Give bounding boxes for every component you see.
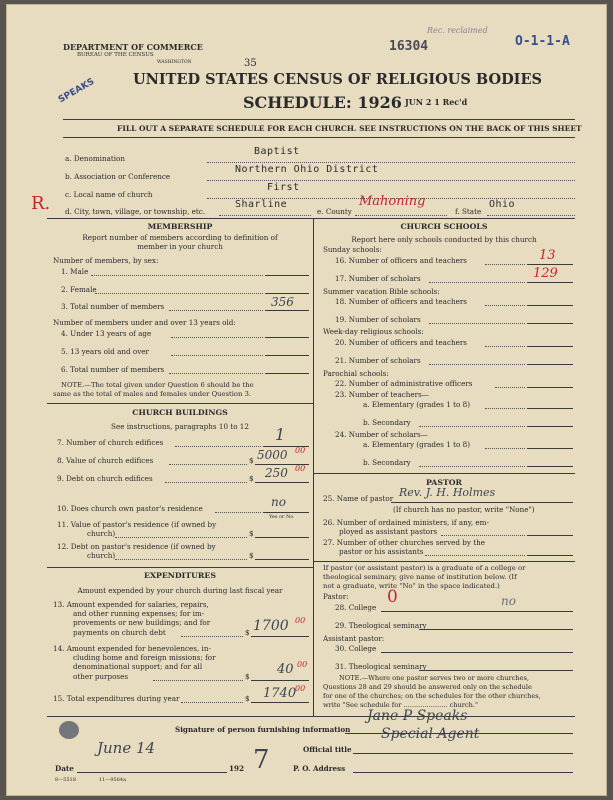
q15-label: 15. Total expenditures during year [53,694,180,703]
county-label: e. County [317,207,352,216]
q14-label: 14. Amount expended for benevolences, in- [53,644,211,653]
answer-line [263,512,309,513]
address-line [353,772,573,773]
answer-line [419,670,573,671]
q17-label: 17. Number of scholars [335,274,421,283]
leader [495,387,525,388]
q14-label-4: other purposes [73,672,129,681]
page-title: UNITED STATES CENSUS OF RELIGIOUS BODIES [133,71,542,88]
divider [47,567,313,568]
denomination-line [207,162,575,163]
q28-mark: 0 [387,587,398,607]
q26-label: 26. Number of ordained ministers, if any, em- [323,518,489,527]
local-name-value: First [267,182,300,193]
leader [169,373,263,374]
signature-value: Jane P Speaks [367,708,468,724]
print-code-2: 11—9564a [99,777,127,783]
leader [485,448,525,449]
q4-label: 4. Under 13 years of age [61,329,152,338]
ink-blot [59,721,79,739]
received-stamp: JUN 2 1 Rec'd [405,97,468,107]
q15-value: 1740 [263,686,297,701]
leader [115,559,247,560]
leader [91,275,263,276]
divider [47,403,313,404]
answer-line [255,537,309,538]
q13-value: 1700 [253,618,289,634]
divider [313,561,575,562]
leader [153,680,243,681]
q3-label: 3. Total number of members [61,302,165,311]
date-label: Date [55,764,74,773]
pastor-heading: PASTOR [425,478,463,487]
leader [419,466,525,467]
answer-line [527,282,573,283]
divider [47,218,575,219]
q23b-label: b. Secondary [363,418,411,427]
city-label: WASHINGTON [157,60,192,65]
membership-note: NOTE.—The total given under Question 6 should be the [61,381,254,389]
answer-line [255,559,309,560]
sunday-label: Sunday schools: [323,245,382,254]
q10-value: no [271,495,286,509]
q30-label: 30. College [335,644,377,653]
answer-line [527,264,573,265]
date-value: June 14 [97,739,156,757]
answer-line [391,502,573,503]
title-value: Special Agent [381,726,480,742]
association-line [207,180,575,181]
state-label: f. State [455,207,482,216]
q13-label-3: provements or new buildings; and for [73,618,211,627]
q8-label: 8. Value of church edifices [57,456,154,465]
city-line [219,215,311,216]
q14-cents: 00 [297,660,308,669]
q11-dollar: $ [249,529,254,538]
pastor-note-3: for one of the churches; on the schedules for the other churches, [323,692,541,700]
schools-sub: Report here only schools conducted by this church [351,235,537,244]
city-value: Sharline [235,199,288,210]
q11-label-2: church) [87,529,116,538]
q8-value: 5000 [257,448,288,462]
answer-line [251,636,309,637]
buildings-heading: CHURCH BUILDINGS [132,408,228,417]
divider [47,716,575,717]
q27-label: 27. Number of other churches served by the [323,538,486,547]
answer-line [527,364,573,365]
speaks-stamp: SPEAKS [56,76,97,106]
answer-line [251,680,309,681]
q9-cents: 00 [295,464,306,473]
q16-label: 16. Number of officers and teachers [335,256,467,265]
q2-label: 2. Female [61,285,97,294]
q24b-label: b. Secondary [363,458,411,467]
answer-line [255,482,309,483]
county-line [355,215,447,216]
q25-value: Rev. J. H. Holmes [399,486,496,499]
leader [429,323,525,324]
weekday-label: Week-day religious schools: [323,327,424,336]
city-field-label: d. City, town, village, or township, etc. [65,207,206,216]
q6-label: 6. Total number of members [61,365,165,374]
denomination-label: a. Denomination [65,154,125,163]
divider [63,137,575,138]
leader [485,346,525,347]
q12-dollar: $ [249,551,254,560]
instruction-banner: FILL OUT A SEPARATE SCHEDULE FOR EACH CHURCH. SEE INSTRUCTIONS ON THE BACK OF THIS SHEET [117,124,582,133]
answer-line [251,702,309,703]
by-sex-label: Number of members, by sex: [53,256,159,265]
leader [441,535,525,536]
q1-label: 1. Male [61,267,89,276]
q22-label: 22. Number of administrative officers [335,379,473,388]
leader [215,512,261,513]
leader [425,555,525,556]
membership-intro-2: member in your church [137,242,223,251]
answer-line [527,323,573,324]
serial-number: 16304 [389,39,429,54]
answer-line [265,275,309,276]
q13-cents: 00 [295,616,306,625]
q16-value: 13 [539,248,556,263]
q12-label-2: church) [87,551,116,560]
q27-label-2: pastor or his assistants [339,547,424,556]
q20-label: 20. Number of officers and teachers [335,338,467,347]
answer-line [381,652,573,653]
leader [181,636,243,637]
print-code: 8—5518 [55,777,76,783]
bureau-label: BUREAU OF THE CENSUS [77,52,154,58]
title-label: Official title [303,745,352,754]
schools-heading: CHURCH SCHOOLS [400,222,488,231]
yes-no-hint: Yes or No [269,514,294,520]
q23a-label: a. Elementary (grades 1 to 8) [363,400,470,409]
q12-label: 12. Debt on pastor's residence (if owned by [57,542,216,551]
summer-label: Summer vacation Bible schools: [323,287,440,296]
answer-line [527,408,573,409]
answer-line [527,466,573,467]
form-number: 35 [244,58,257,69]
q13-label-4: payments on church debt [73,628,166,637]
leader [171,337,263,338]
leader [169,464,247,465]
age-heading: Number of members under and over 13 years old: [53,318,236,327]
parochial-label: Parochial schools: [323,369,389,378]
q17-value: 129 [533,266,558,281]
answer-line [265,310,309,311]
leader [429,282,525,283]
q13-dollar: $ [245,628,250,637]
q15-dollar: $ [245,694,250,703]
answer-line [527,448,573,449]
county-value: Mahoning [359,194,426,209]
divider [313,473,575,474]
leader [485,408,525,409]
answer-line [265,373,309,374]
local-name-label: c. Local name of church [65,190,153,199]
q24a-label: a. Elementary (grades 1 to 8) [363,440,470,449]
leader [485,264,525,265]
margin-mark: R. [31,193,51,214]
denomination-value: Baptist [254,146,300,157]
leader [171,355,263,356]
pastor-sub-label: Pastor: [323,592,349,601]
column-divider [313,218,314,716]
schedule-title: SCHEDULE: 1926 [243,93,402,112]
q14-label-3: denominational support; and for all [73,662,203,671]
answer-line [419,629,573,630]
answer-line [527,346,573,347]
date-line [77,772,227,773]
q10-label: 10. Does church own pastor's residence [57,504,203,513]
q28-label: 28. College [335,603,377,612]
title-line [353,753,573,754]
q31-label: 31. Theological seminary [335,662,427,671]
graduate-instruction-2: theological seminary, give name of institution below. (If [323,573,517,581]
q9-label: 9. Debt on church edifices [57,474,153,483]
graduate-instruction: If pastor (or assistant pastor) is a graduate of a college or [323,564,526,572]
answer-line [265,355,309,356]
pencil-note: Rec. reclaimed [427,26,488,35]
divider [63,119,575,120]
q13-label: 13. Amount expended for salaries, repairs, [53,600,209,609]
year-prefix: 192 [229,764,245,773]
q26-label-2: ployed as assistant pastors [339,527,438,536]
q21-label: 21. Number of scholars [335,356,421,365]
q9-value: 250 [265,466,288,480]
buildings-sub: See instructions, paragraphs 10 to 12 [111,422,249,431]
membership-intro: Report number of members according to definition of [82,233,278,242]
q14-dollar: $ [245,672,250,681]
answer-line [381,611,573,612]
q7-value: 1 [275,425,286,444]
membership-heading: MEMBERSHIP [147,222,213,231]
q19-label: 19. Number of scholars [335,315,421,324]
leader [175,446,261,447]
expenditures-heading: EXPENDITURES [144,571,216,580]
leader [419,426,525,427]
graduate-instruction-3: not a graduate, write "No" in the space indicated.) [323,582,500,590]
q13-label-2: and other running expenses; for im- [73,609,205,618]
pastor-note-2: Questions 28 and 29 should be answered only on the schedule [323,683,532,691]
q25-note: (If church has no pastor, write "None") [393,505,535,514]
q3-value: 356 [271,295,294,309]
q11-label: 11. Value of pastor's residence (if owned by [57,520,217,529]
department-label: DEPARTMENT OF COMMERCE [63,42,203,52]
answer-line [527,305,573,306]
q5-label: 5. 13 years old and over [61,347,149,356]
expenditures-sub: Amount expended by your church during last fiscal year [77,586,283,595]
q24-label: 24. Number of scholars— [335,430,428,439]
pastor-note: NOTE.—Where one pastor serves two or more churches, [339,674,529,682]
leader [115,537,247,538]
state-line [487,215,575,216]
leader [95,293,263,294]
answer-line [527,555,573,556]
year-value: 7 [253,745,270,775]
leader [169,310,263,311]
leader [485,305,525,306]
membership-note-2: same as the total of males and females under Question 3. [53,390,252,398]
q8-dollar: $ [249,456,254,465]
q25-label: 25. Name of pastor [323,494,394,503]
q14-value: 40 [277,662,294,677]
census-schedule-sheet [6,4,607,796]
q15-cents: 00 [295,684,306,693]
q29-label: 29. Theological seminary [335,621,427,630]
answer-line [527,426,573,427]
signature-label: Signature of person furnishing information [175,725,351,734]
assistant-label: Assistant pastor: [323,634,385,643]
q8-cents: 00 [295,446,306,455]
q23-label: 23. Number of teachers— [335,390,429,399]
answer-line [527,535,573,536]
leader [429,364,525,365]
leader [165,482,247,483]
association-label: b. Association or Conference [65,172,171,181]
answer-line [265,337,309,338]
association-value: Northern Ohio District [235,164,379,175]
q7-label: 7. Number of church edifices [57,438,164,447]
q9-dollar: $ [249,474,254,483]
state-value: Ohio [489,199,516,210]
code-stamp: O-1-1-A [515,34,570,49]
answer-line [265,293,309,294]
answer-line [527,387,573,388]
leader [181,702,243,703]
q28-value: no [501,594,516,608]
q18-label: 18. Number of officers and teachers [335,297,467,306]
pastor-note-4: write "See schedule for ..................... church." [323,701,478,709]
q14-label-2: cluding home and foreign missions; for [73,653,216,662]
address-label: P. O. Address [293,764,346,773]
